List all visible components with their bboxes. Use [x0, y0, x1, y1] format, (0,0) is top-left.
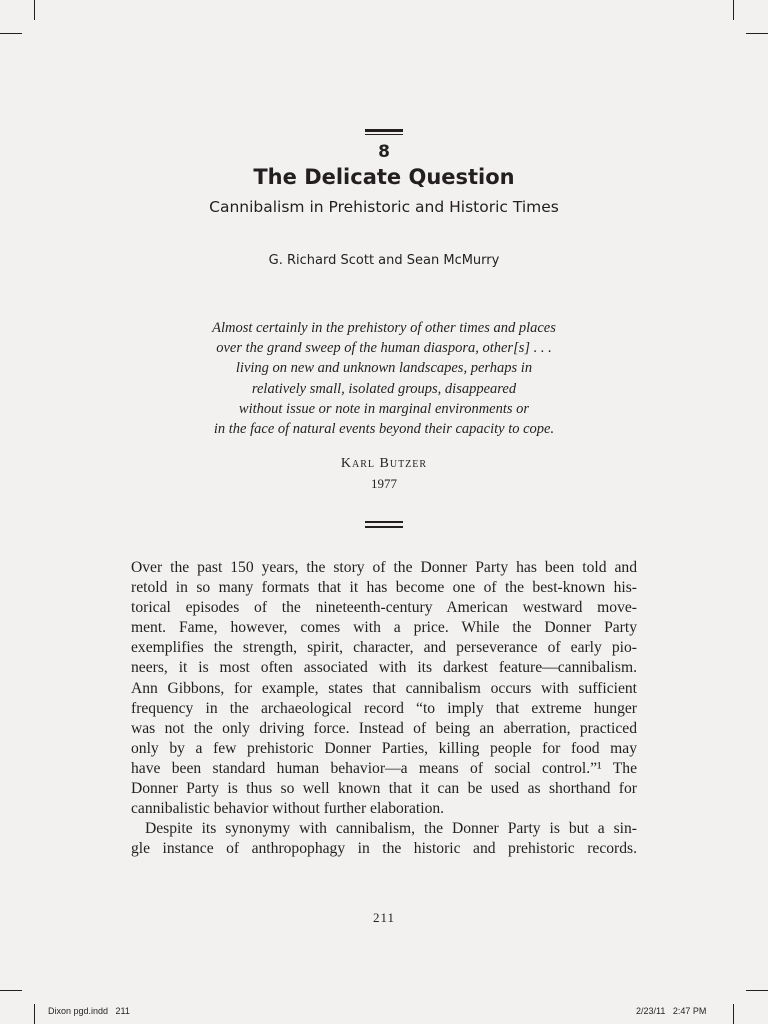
body-line: neers, it is most often associated with its darkest feature—cannibalism.	[131, 659, 637, 677]
body-line: frequency in the archaeological record “to imply that extreme hunger	[131, 699, 637, 717]
body-line: cannibalistic behavior without further elaboration.	[131, 800, 445, 818]
body-line: ment. Fame, however, comes with a price. While the Donner Party	[131, 619, 637, 637]
epigraph-line: without issue or note in marginal environments or	[238, 400, 530, 417]
epigraph-line: living on new and unknown landscapes, perhaps in	[235, 360, 533, 377]
body-line: retold in so many formats that it has become one of the best-known his-	[131, 579, 637, 597]
body-line: Donner Party is thus so well known that it can be used as shorthand for	[131, 780, 637, 798]
epigraph-line: relatively small, isolated groups, disappeared	[251, 380, 517, 397]
epigraph-attribution	[0, 454, 768, 494]
crop-mark	[733, 1004, 734, 1024]
epigraph-year: 1977	[371, 476, 397, 491]
section-rule	[365, 526, 403, 528]
chapter-title: The Delicate Question	[253, 165, 515, 189]
epigraph-line: Almost certainly in the prehistory of other times and places	[212, 320, 556, 336]
crop-mark	[0, 990, 22, 991]
crop-mark	[746, 33, 768, 34]
body-line: only by a few prehistoric Donner Parties, killing people for food may	[131, 739, 637, 757]
chapter-number: 8	[378, 142, 390, 162]
crop-mark	[34, 0, 35, 20]
chapter-rule-top	[365, 129, 403, 132]
section-rule	[365, 521, 403, 523]
chapter-subtitle: Cannibalism in Prehistoric and Historic Times	[209, 198, 559, 216]
body-line: torical episodes of the nineteenth-century American westward move-	[131, 599, 637, 617]
crop-mark	[0, 33, 22, 34]
body-text	[131, 558, 637, 859]
body-line: Over the past 150 years, the story of the Donner Party has been told and	[131, 559, 637, 576]
crop-mark	[746, 990, 768, 991]
body-line: Despite its synonymy with cannibalism, the Donner Party is but a sin-	[145, 820, 637, 838]
crop-mark	[34, 1004, 35, 1024]
body-line: have been standard human behavior—a means of social control.”¹ The	[131, 759, 637, 777]
epigraph	[0, 318, 768, 439]
body-line: was not the only driving force. Instead of being an aberration, practiced	[131, 719, 637, 737]
body-line: exemplifies the strength, spirit, character, and perseverance of early pio-	[131, 639, 637, 657]
page-number: 211	[372, 910, 396, 925]
chapter-rule-top	[365, 134, 403, 135]
epigraph-line: over the grand sweep of the human diaspora, other[s] . . .	[216, 340, 552, 357]
body-line: Ann Gibbons, for example, states that cannibalism occurs with sufficient	[131, 679, 637, 697]
epigraph-line: in the face of natural events beyond their capacity to cope.	[213, 421, 555, 438]
body-line: gle instance of anthropophagy in the historic and prehistoric records.	[131, 840, 637, 858]
epigraph-author: Karl Butzer	[340, 456, 428, 471]
chapter-authors: G. Richard Scott and Sean McMurry	[268, 253, 500, 268]
slug-file: Dixon pgd.indd 211	[48, 1006, 130, 1016]
slug-timestamp: 2/23/11 2:47 PM	[636, 1006, 707, 1016]
crop-mark	[733, 0, 734, 20]
